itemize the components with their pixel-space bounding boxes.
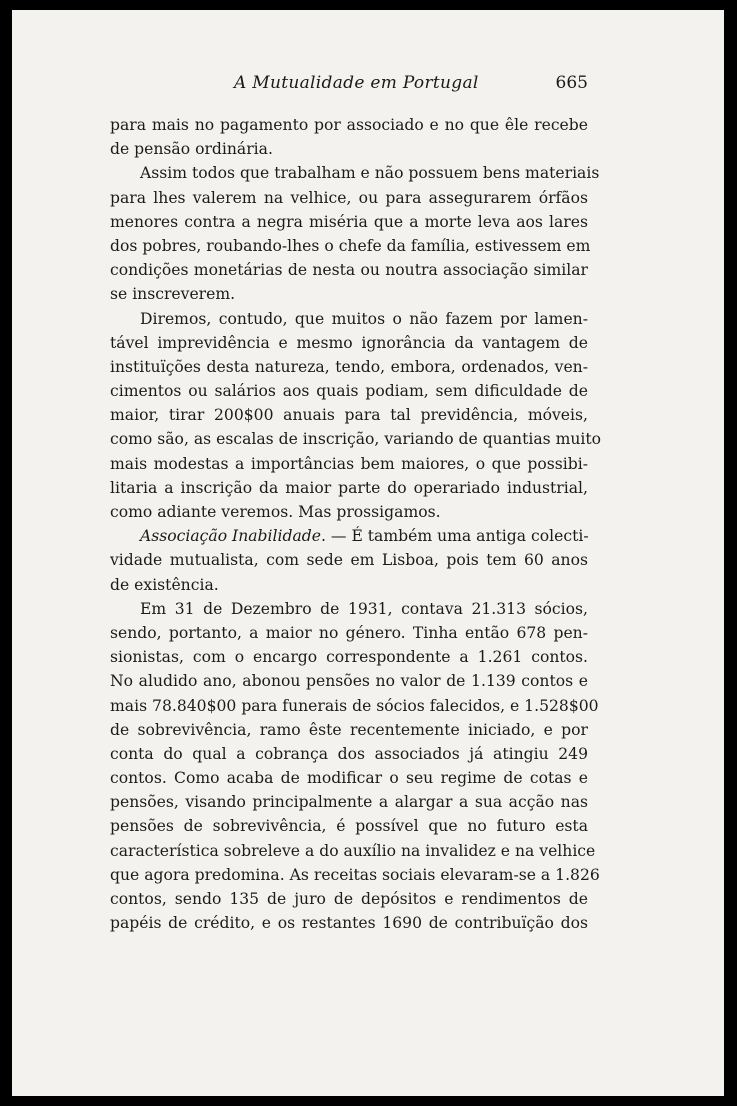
text-line: tável imprevidência e mesmo ignorância da vantagem de (110, 333, 588, 352)
text-line: contos. Como acaba de modificar o seu regime de cotas e (110, 769, 588, 788)
text-line: de sobrevivência, ramo êste recentemente iniciado, e por (110, 720, 588, 739)
text-line: se inscreverem. (110, 285, 236, 304)
text-line: Diremos, contudo, que muitos o não fazem por lamen- (140, 309, 588, 328)
text-line: dos pobres, roubando-lhes o chefe da família, estivessem em (110, 236, 591, 255)
body-text (110, 113, 602, 935)
association-name: Associação Inabilidade. (140, 527, 326, 546)
text-line: como são, as escalas de inscrição, variando de quantias muito (110, 430, 602, 449)
document-page (12, 10, 724, 1096)
text-line: que agora predomina. As receitas sociais elevaram-se a 1.826 (110, 865, 600, 884)
text-line: condições monetárias de nesta ou noutra associação similar (110, 261, 588, 280)
text-line: de pensão ordinária. (110, 140, 273, 159)
text-line: Em 31 de Dezembro de 1931, contava 21.313 sócios, (140, 599, 588, 618)
page-number: 665 (555, 73, 588, 93)
running-title: A Mutualidade em Portugal (234, 73, 479, 93)
association-intro: — É também uma antiga colecti- (325, 527, 589, 546)
association-heading-line (110, 524, 588, 548)
text-line: maior, tirar 200$00 anuais para tal previdência, móveis, (110, 406, 588, 425)
text-line: cimentos ou salários aos quais podiam, sem dificuldade de (110, 382, 588, 401)
text-line: vidade mutualista, com sede em Lisboa, pois tem 60 anos (110, 551, 588, 570)
text-line: menores contra a negra miséria que a morte leva aos lares (110, 212, 588, 231)
text-line: litaria a inscrição da maior parte do operariado industrial, (110, 478, 588, 497)
text-line: sionistas, com o encargo correspondente a 1.261 contos. (110, 648, 588, 667)
text-line: para mais no pagamento por associado e no que êle recebe (110, 116, 588, 134)
text-line: No aludido ano, abonou pensões no valor de 1.139 contos e (110, 672, 588, 691)
text-line: mais modestas a importâncias bem maiores, o que possibi- (110, 454, 588, 473)
text-line: de existência. (110, 575, 219, 594)
text-line: mais 78.840$00 para funerais de sócios falecidos, e 1.528$00 (110, 696, 599, 715)
text-line: papéis de crédito, e os restantes 1690 de contribuïção dos (110, 914, 588, 933)
text-line: para lhes valerem na velhice, ou para assegurarem órfãos (110, 188, 588, 207)
text-line: Assim todos que trabalham e não possuem bens materiais (140, 164, 600, 183)
text-line: conta do qual a cobrança dos associados já atingiu 249 (110, 744, 588, 763)
text-line: como adiante veremos. Mas prossigamos. (110, 503, 441, 521)
text-line: pensões, visando principalmente a alargar a sua acção nas (110, 793, 588, 812)
text-line: instituïções desta natureza, tendo, embora, ordenados, ven- (110, 357, 588, 376)
text-line: sendo, portanto, a maior no género. Tinha então 678 pen- (110, 623, 588, 642)
text-line: pensões de sobrevivência, é possível que no futuro esta (110, 817, 588, 836)
running-header (110, 73, 588, 99)
text-line: característica sobreleve a do auxílio na invalidez e na velhice (110, 841, 596, 860)
text-line: contos, sendo 135 de juro de depósitos e rendimentos de (110, 890, 588, 908)
